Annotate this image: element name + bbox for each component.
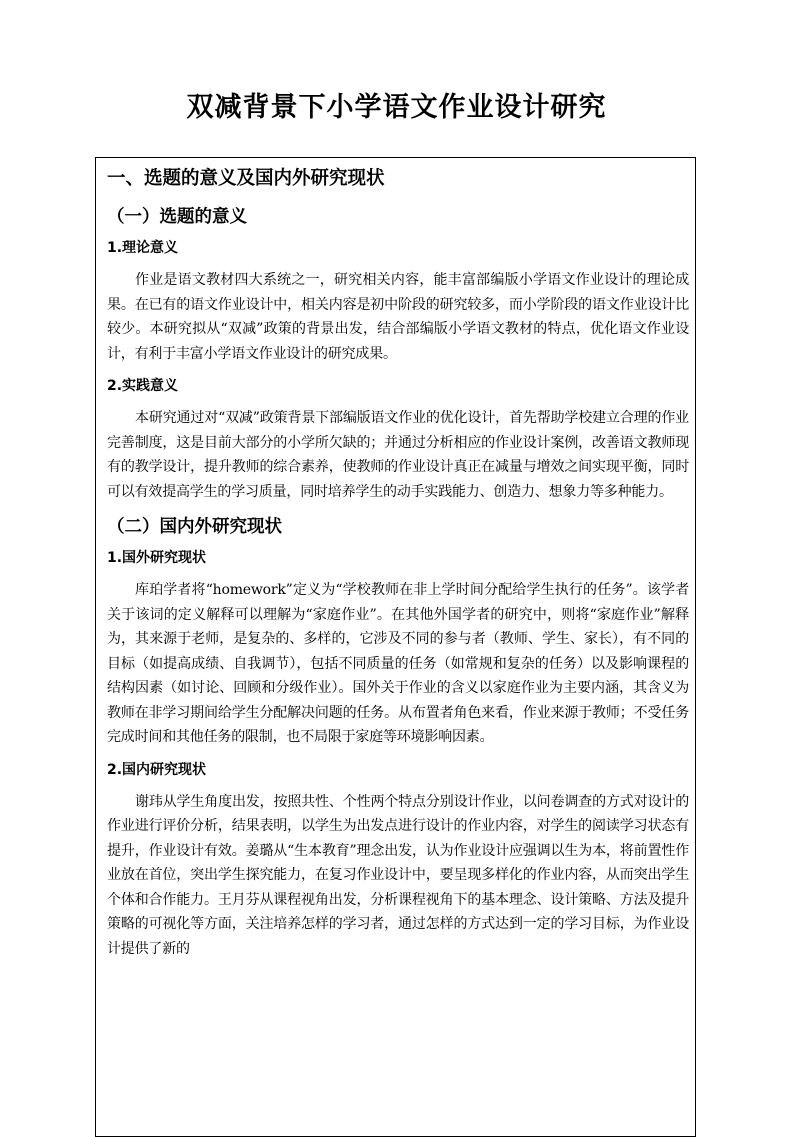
paragraph-theoretical: 作业是语文教材四大系统之一，研究相关内容，能丰富部编版小学语文作业设计的理论成果。在已有的语文作业设计中，相关内容是初中阶段的研究较多，而小学阶段的语文作业设计比较少。本研究拟从“双减”政策的背景出发，结合部编版小学语文教材的特点，优化语文作业设计，有利于丰富小学语文作业设计的研究成果。 <box>107 272 689 362</box>
item-heading-foreign: 1.国外研究现状 <box>107 550 207 566</box>
item-heading-theoretical: 1.理论意义 <box>107 240 179 256</box>
subsection-heading-research-status: （二）国内外研究现状 <box>107 517 282 537</box>
paragraph-domestic: 谢玮从学生角度出发，按照共性、个性两个特点分别设计作业，以问卷调查的方式对设计的作业进行评价分析，结果表明，以学生为出发点进行设计的作业内容，对学生的阅读学习状态有提升，作业设计有效。姜璐从“生本教育”理念出发，认为作业设计应强调以生为本，将前置性作业放在首位，突出学生探究能力，在复习作业设计中，要呈现多样化的作业内容，从而突出学生个体和合作能力。王月芬从课程视角出发，分析课程视角下的基本理念、设计策略、方法及提升策略的可视化等方面，关注培养怎样的学习者，通过怎样的方式达到一定的学习目标，为作业设计提供了新的 <box>107 793 689 957</box>
item-heading-practical: 2.实践意义 <box>107 378 179 394</box>
paragraph-foreign: 库珀学者将“homework”定义为“学校教师在非上学时间分配给学生执行的任务”。该学者关于该词的定义解释可以理解为“家庭作业”。在其他外国学者的研究中，则将“家庭作业”解释为，其来源于老师，是复杂的、多样的，它涉及不同的参与者（教师、学生、家长），有不同的目标（如提高成绩、自我调节），包括不同质量的任务（如常规和复杂的任务）以及影响课程的结构因素（如讨论、回顾和分级作业）。国外关于作业的含义以家庭作业为主要内涵，其含义为教师在非学习期间给学生分配解决问题的任务。从布置者角色来看，作业来源于教师；不受任务完成时间和其他任务的限制，也不局限于家庭等环境影响因素。 <box>107 582 689 745</box>
section-heading: 一、选题的意义及国内外研究现状 <box>107 168 385 189</box>
paragraph-practical: 本研究通过对“双减”政策背景下部编版语文作业的优化设计，首先帮助学校建立合理的作业完善制度，这是目前大部分的小学所欠缺的；并通过分析相应的作业设计案例，改善语文教师现有的教学设计，提升教师的综合素养，使教师的作业设计真正在减量与增效之间实现平衡，同时可以有效提高学生的学习质量，同时培养学生的动手实践能力、创造力、想象力等多种能力。 <box>107 410 689 500</box>
document-title: 双减背景下小学语文作业设计研究 <box>186 92 607 123</box>
table-cell-content <box>107 164 689 969</box>
subsection-heading-significance: （一）选题的意义 <box>107 207 247 227</box>
item-heading-domestic: 2.国内研究现状 <box>107 761 207 778</box>
